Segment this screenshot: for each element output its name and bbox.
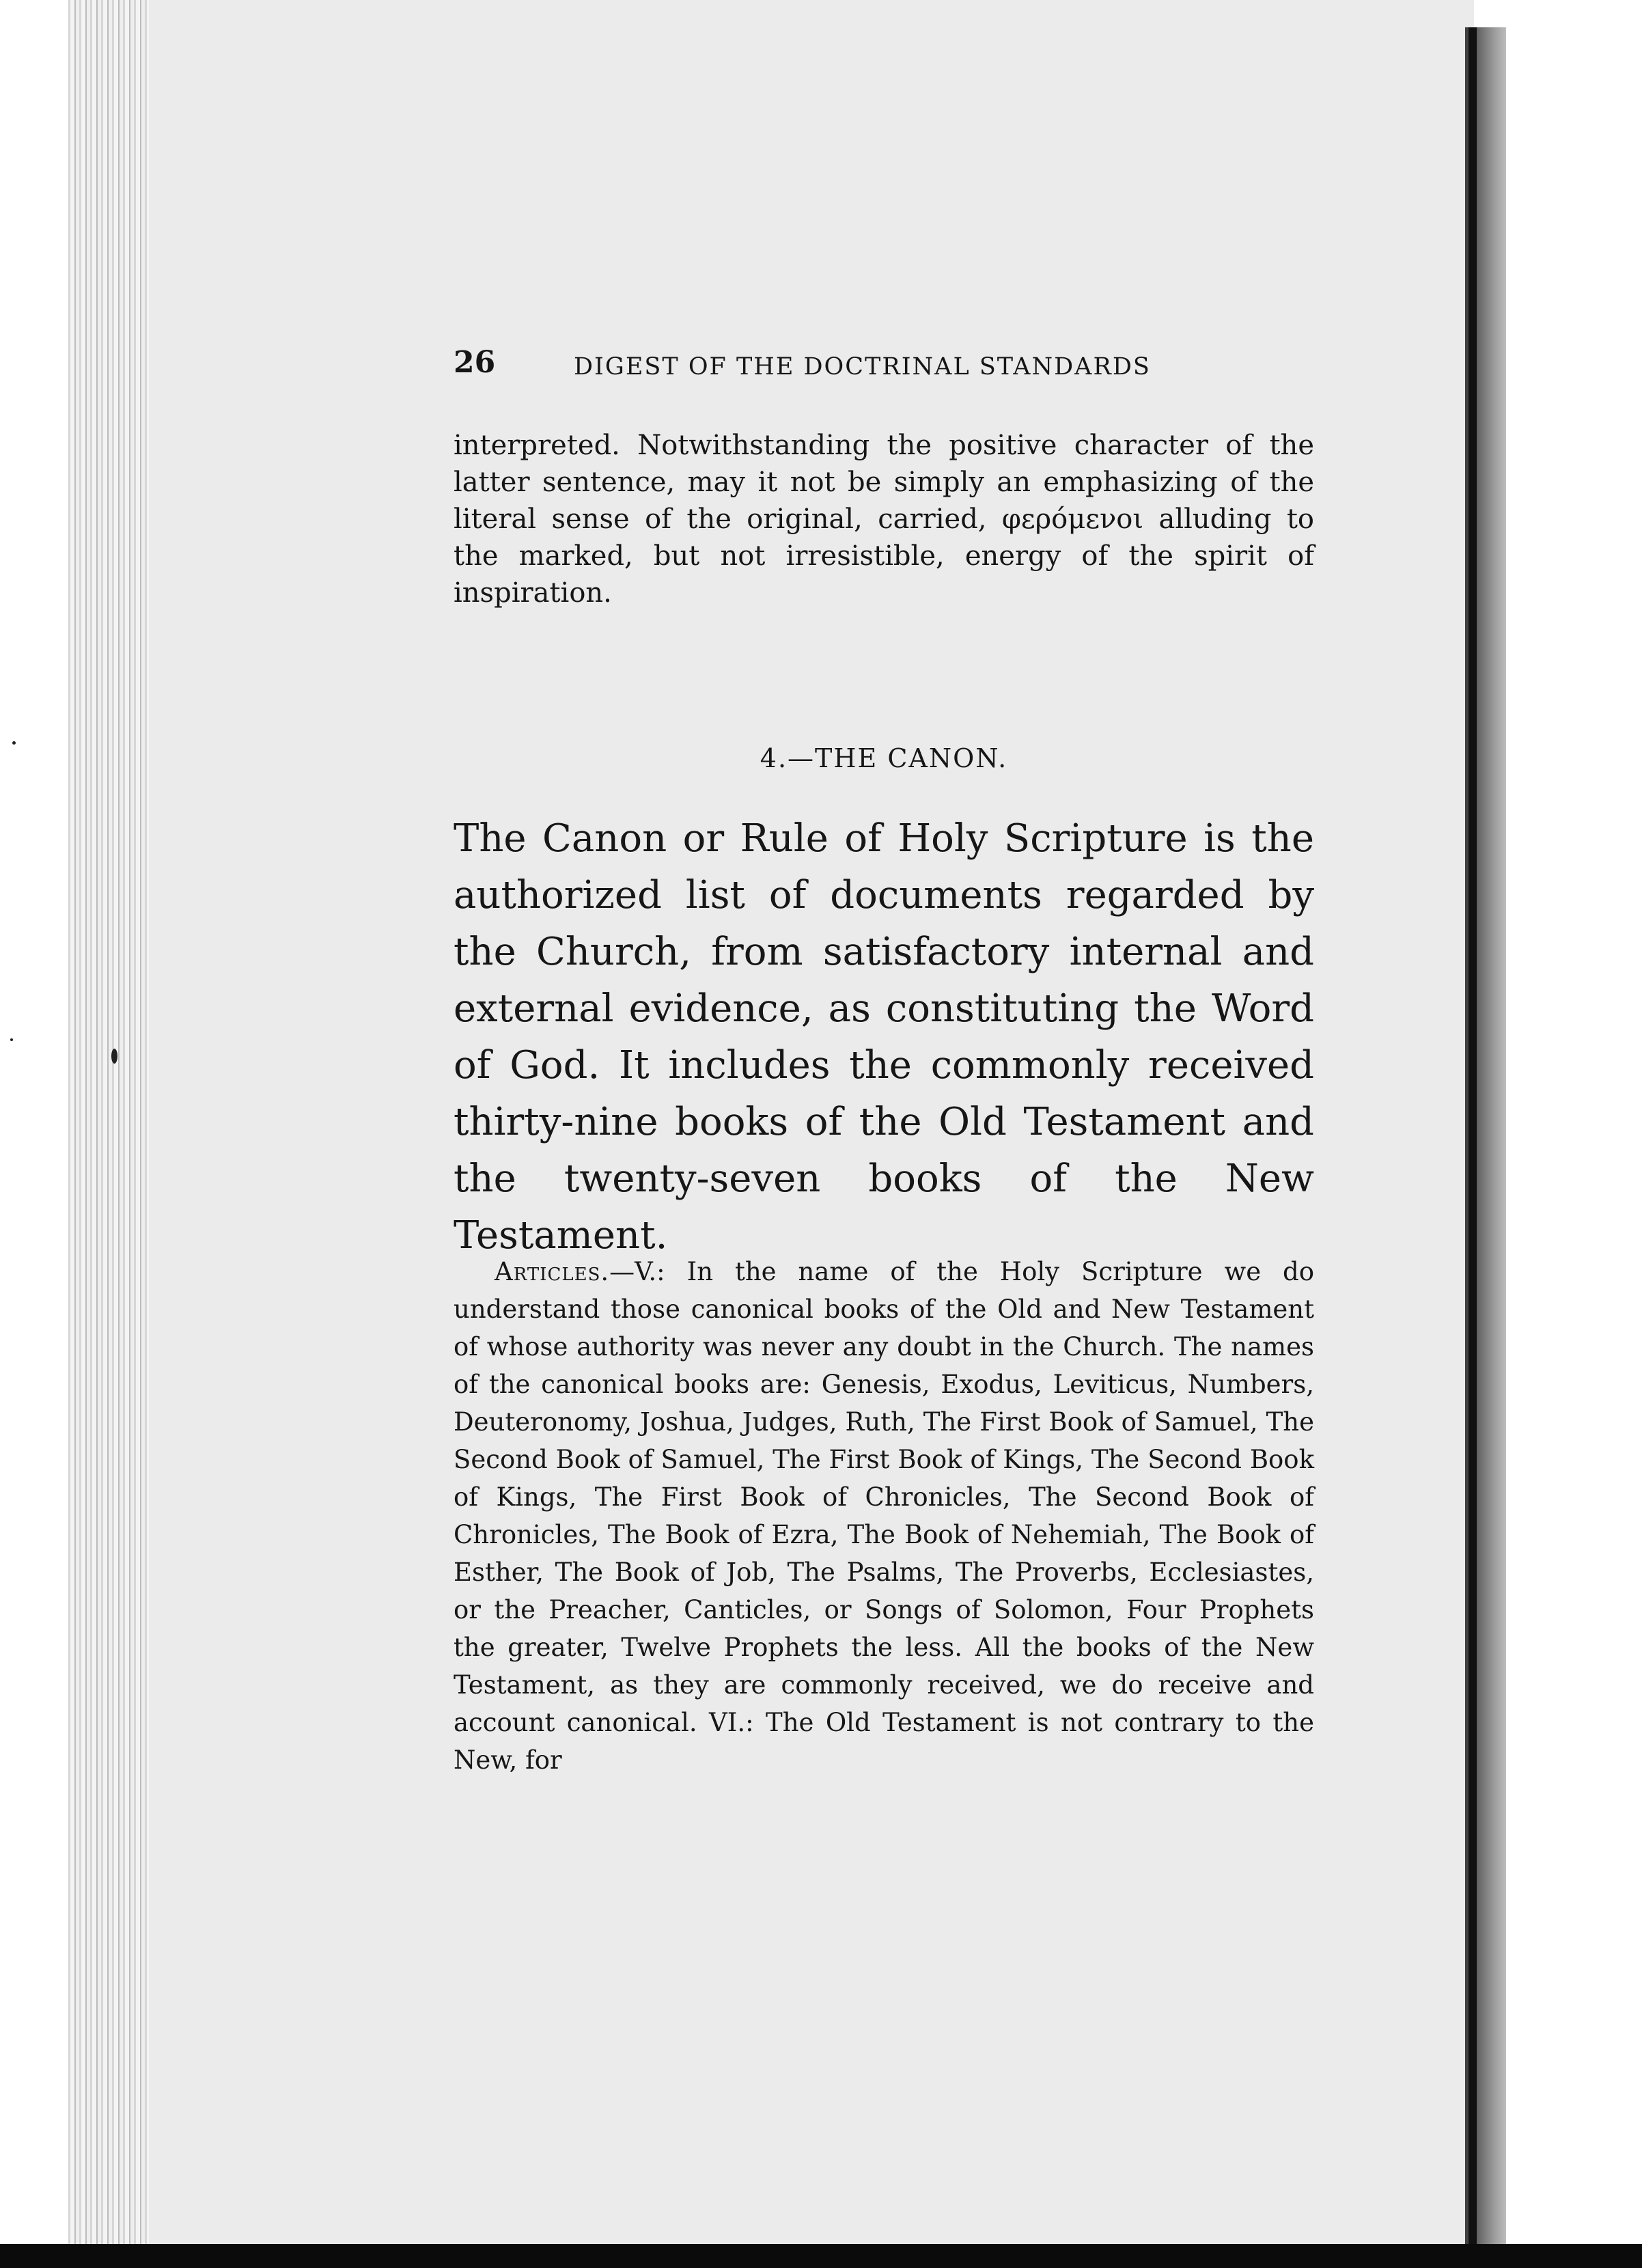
page-number: 26 [454, 345, 496, 380]
spine-dark-line [1469, 27, 1477, 2244]
scan-bottom-border [0, 2244, 1642, 2268]
canon-definition: The Canon or Rule of Holy Scripture is the authorized list of documents regarded by the Church, from satisfactory internal and external evidence, as constituting the Word of God. It includes the commonly received thirty-nine books of the Old Testament and the twenty-seven books of the New Testament. [454, 816, 1314, 1258]
articles-paragraph [454, 1253, 1314, 1779]
book-fore-edge [68, 0, 149, 2244]
intro-paragraph: interpreted. Notwithstanding the positive character of the latter sentence, may it not be simply an emphasizing of the literal sense of the original, carried, φερόμενοι alluding to the marked, but not irresistible, energy of the spirit of inspiration. [454, 430, 1314, 609]
scan-speck [12, 741, 16, 745]
running-title: DIGEST OF THE DOCTRINAL STANDARDS [574, 353, 1151, 381]
scan-speck [10, 1038, 13, 1041]
articles-text: —V.: In the name of the Holy Scripture we do understand those canonical books of the Old and New Testament of whose authority was never any doubt in the Church. The names of the canonical books are: Genesis, Exodus, Leviticus, Numbers, Deuteronomy, Joshua, Judges, Ruth, The First Book of Samuel, The Second Book of Samuel, The First Book of Kings, The Second Book of Kings, The First Book of Chronicles, The Second Book of Chronicles, The Book of Ezra, The Book of Nehemiah, The Book of Esther, The Book of Job, The Psalms, The Proverbs, Ecclesiastes, or the Preacher, Canticles, or Songs of Solomon, Four Prophets the greater, Twelve Prophets the less. All the books of the New Testament, as they are commonly received, we do receive and account canonical. VI.: The Old Testament is not contrary to the New, for [454, 1257, 1314, 1775]
section-heading: 4.—THE CANON. [760, 743, 1008, 773]
scan-speck [111, 1049, 117, 1064]
articles-label: Articles. [495, 1257, 610, 1286]
